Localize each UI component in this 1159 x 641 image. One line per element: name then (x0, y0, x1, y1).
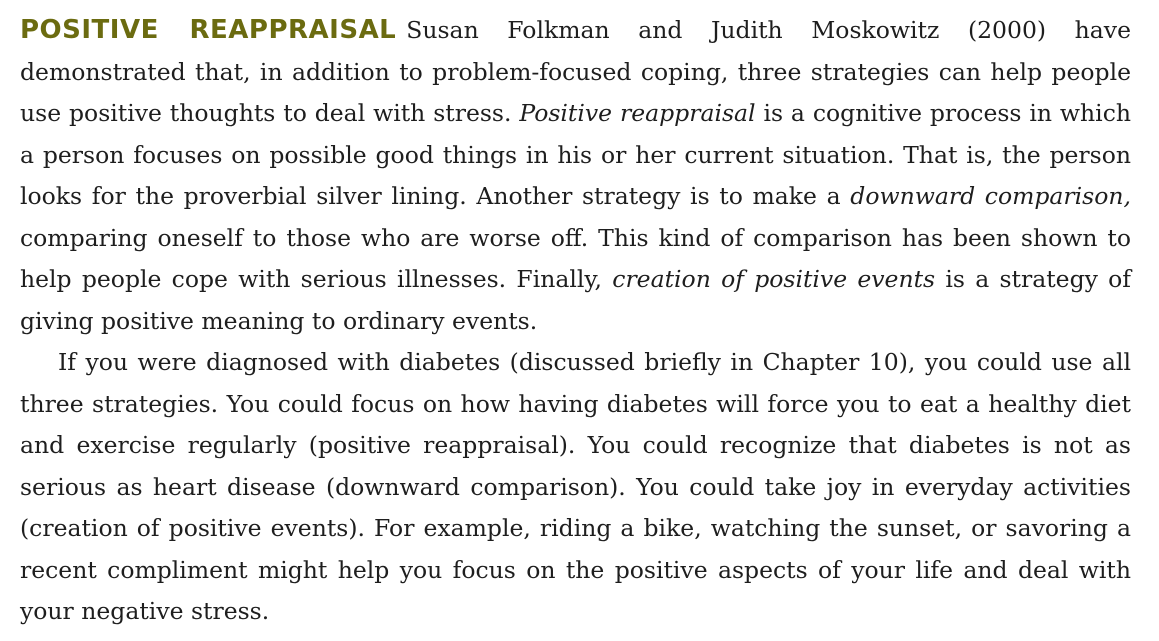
paragraph-positive-reappraisal (20, 10, 1131, 342)
paragraph-diabetes-example: If you were diagnosed with diabetes (discussed briefly in Chapter 10), you could use all three strategies. You could focus on how having diabetes will force you to eat a healthy diet and exercise regularly (positive reappraisal). You could recognize that diabetes is not as serious as heart disease (downward comparison). You could take joy in everyday activities (creation of positive events). For example, riding a bike, watching the sunset, or savoring a recent compliment might help you focus on the positive aspects of your life and deal with your negative stress. (20, 348, 1131, 625)
paragraph1-text-1: Susan Folkman and Judith Moskowitz (2000) have demonstrated that, in addition to problem-focused coping, three strategies can help people use positive thoughts to deal with stress. (20, 16, 1131, 127)
paragraph1-text-3: comparing oneself to those who are worse off. This kind of comparison has been shown to help people cope with serious illnesses. Finally, (20, 223, 1131, 293)
section-heading: POSITIVE REAPPRAISAL (20, 15, 397, 45)
term-positive-reappraisal: Positive reappraisal (519, 99, 756, 127)
paragraph1-text-4: is a strategy of giving positive meaning to ordinary events. (20, 265, 1131, 335)
paragraph1-text-2: is a cognitive process in which a person focuses on possible good things in his or her current situation. That is, the person looks for the proverbial silver lining. Another strategy is to make a (20, 99, 1131, 210)
term-creation-of-positive-events: creation of positive events (612, 265, 936, 293)
term-downward-comparison: downward comparison, (850, 182, 1131, 210)
